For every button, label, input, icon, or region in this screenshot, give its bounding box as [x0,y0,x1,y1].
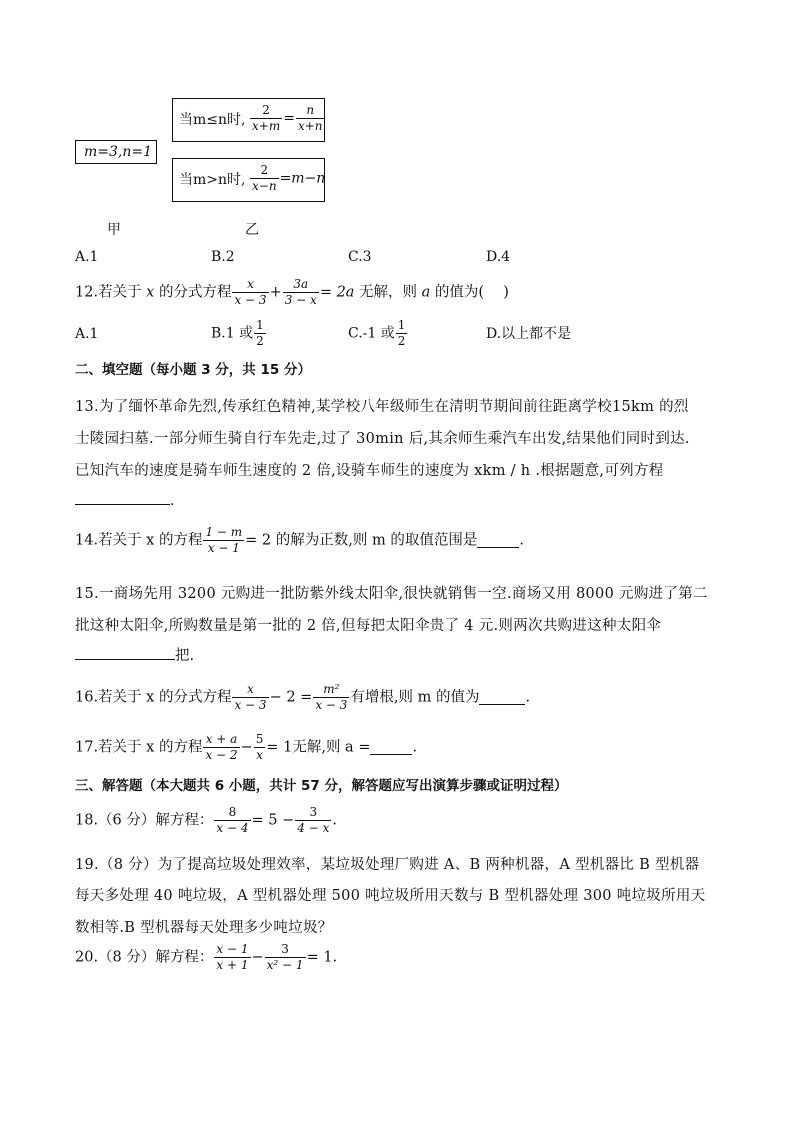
q12-rhs: = 2a [319,284,355,301]
condition-top-prefix: 当m≤n时, [179,112,246,128]
frac-denominator: x−n [252,179,277,193]
q12-option-d: D.以上都不是 [486,326,572,342]
frac-denominator: x − 3 [315,698,348,712]
minus-sign: − [251,949,264,966]
q16-text: − 2 = [269,689,313,706]
q12-option-b-text: B.1 或 [211,325,254,342]
frac-denominator: 3 − x [284,293,317,307]
q17-text: 17.若关于 x 的方程 [75,739,203,756]
q19-line-1: 19.（8 分）为了提高垃圾处理效率，某垃圾处理厂购进 A、B 两种机器，A 型机器比 B 型机器 [75,857,700,873]
frac-numerator: 1 [256,318,264,332]
frac-denominator: x+m [252,119,281,133]
frac-numerator: 8 [214,805,250,821]
figure-label-yi: 乙 [245,222,259,238]
question-17 [75,732,417,763]
answer-blank [477,533,519,548]
q18-text: 18.（6 分）解方程： [75,812,214,829]
q12-text: 的值为( ) [430,284,509,301]
condition-top-math [249,103,326,134]
q12-text: 的分式方程 [154,284,232,301]
condition-bottom-prefix: 当m>n时, [179,172,246,188]
q17-text: = 1无解,则 a = [266,739,371,756]
q18-text: = 5 − [251,812,295,829]
q16-end: . [525,689,531,706]
frac-numerator: x [232,277,268,293]
q19-line-3: 数相等.B 型机器每天处理多少吨垃圾？ [75,920,333,936]
section-2-title: 二、填空题（每小题 3 分，共 15 分） [75,362,311,378]
q11-option-c: C.3 [348,249,372,265]
q12-option-c-text: C.-1 或 [348,325,395,342]
minus-sign: − [240,739,253,756]
q13-line-3: 已知汽车的速度是骑车师生速度的 2 倍,设骑车师生的速度为 xkm / h .根据题意,可列方程 [75,463,664,479]
frac-numerator: x − 1 [216,942,249,956]
frac-numerator: 3a [283,277,319,293]
condition-bottom-suffix: =m−n [279,170,326,187]
figure-label-jia: 甲 [107,222,121,238]
frac-denominator: x² − 1 [266,958,304,972]
q19-line-2: 每天多处理 40 吨垃圾，A 型机器处理 500 吨垃圾所用天数与 B 型机器处理 300 吨垃圾所用天 [75,888,706,904]
frac-numerator: m² [313,682,349,698]
frac-denominator: 2 [256,334,264,348]
frac-numerator: 2 [250,163,279,179]
q12-text: 12.若关于 [75,284,147,301]
q16-text: 16.若关于 x 的分式方程 [75,689,232,706]
frac-numerator: n [296,103,325,119]
question-14 [75,525,524,556]
frac-numerator: x + a [203,732,239,748]
q11-option-a: A.1 [75,249,99,265]
q14-end: . [519,532,524,549]
frac-denominator: x − 3 [234,293,267,307]
frac-numerator: 1 − m [205,525,243,539]
q11-option-d: D.4 [486,249,511,265]
q13-answer-line [75,490,174,508]
question-20 [75,942,337,973]
frac-numerator: 1 [397,318,406,332]
question-18 [75,805,337,836]
given-values-box [75,140,157,164]
q17-end: . [412,739,418,756]
q12-option-a: A.1 [75,326,99,342]
q13-line-2: 士陵园扫墓.一部分师生骑自行车先走,过了 30min 后,其余师生乘汽车出发,结果他们同时到达. [75,431,690,447]
var-a: a [421,284,431,301]
question-16 [75,682,530,713]
q12-option-c [348,318,408,349]
condition-box-top [172,98,325,142]
frac-denominator: 4 − x [297,821,330,835]
answer-blank [479,690,525,705]
q15-line-1: 15.一商场先用 3200 元购进一批防紫外线太阳伞,很快就销售一空.商场又用 8000 元购进了第二 [75,586,708,602]
answer-blank [75,645,175,660]
frac-numerator: 2 [250,103,282,119]
frac-numerator: 3 [265,942,306,958]
frac-denominator: x [256,748,263,762]
condition-box-bottom [172,158,325,202]
q11-option-b: B.2 [211,249,235,265]
q15-line-2: 批这种太阳伞,所购数量是第一批的 2 倍,但每把太阳伞贵了 4 元.则两次共购进这种太阳伞 [75,618,662,634]
q13-line-1: 13.为了缅怀革命先烈,传承红色精神,某学校八年级师生在清明节期间前往距离学校15km 的烈 [75,399,689,415]
q20-text: 20.（8 分）解方程： [75,949,214,966]
q20-end: = 1. [306,949,338,966]
frac-denominator: x − 4 [216,821,249,835]
q15-end: 把. [175,648,195,664]
frac-denominator: x − 1 [207,541,240,555]
frac-denominator: 2 [397,334,406,348]
q14-text: 14.若关于 x 的方程 [75,532,203,549]
frac-numerator: 3 [295,805,331,821]
frac-denominator: x + 1 [216,958,249,972]
frac-numerator: 5 [255,732,264,746]
answer-blank [75,490,170,505]
frac-numerator: x [232,682,268,698]
q16-text: 有增根,则 m 的值为 [350,689,480,706]
condition-bottom-math [249,163,325,194]
frac-denominator: x − 3 [234,698,267,712]
plus-sign: + [269,284,282,301]
frac-denominator: x − 2 [205,748,238,762]
var-x: x [146,284,155,301]
q12-option-b [211,318,267,349]
q15-answer-line [75,645,194,664]
q12-text: 无解，则 [354,284,422,301]
q14-text: = 2 的解为正数,则 m 的取值范围是 [245,532,478,549]
section-3-title: 三、解答题（本大题共 6 小题，共计 57 分，解答题应写出演算步骤或证明过程） [75,778,568,794]
given-values-text: m=3,n=1 [84,144,153,160]
answer-blank [370,740,412,755]
q13-end: . [170,493,175,509]
q18-end: . [332,812,337,829]
question-12 [75,277,509,308]
frac-denominator: x+n [297,119,323,133]
equals-sign: = [283,110,295,127]
